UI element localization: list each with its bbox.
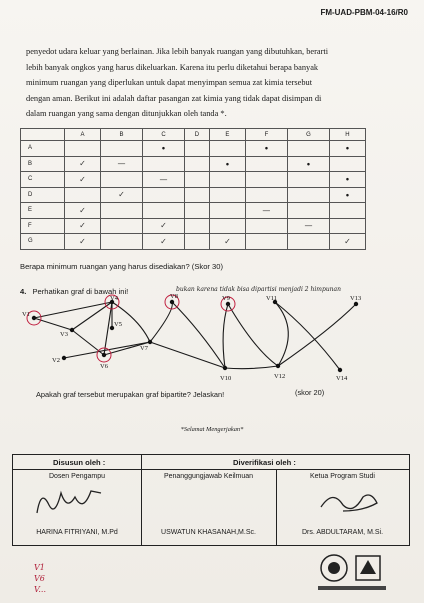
row-header-cell: A [21, 141, 65, 157]
signature-program-head [313, 481, 383, 521]
table-header-cell: A [65, 129, 101, 141]
graph-vertex [338, 368, 342, 372]
table-cell [100, 141, 142, 157]
table-cell [329, 156, 365, 172]
role-program-head: Ketua Program Studi [310, 473, 375, 480]
graph-vertex [62, 356, 66, 360]
table-cell: ✓ [65, 172, 101, 188]
vertex-label: V2 [52, 357, 60, 364]
name-lecturer: HARINA FITRIYANI, M.Pd [36, 529, 118, 536]
table-header-cell: E [209, 129, 245, 141]
table-cell: • [329, 172, 365, 188]
verified-by-label: Diverifikasi oleh : [233, 458, 296, 467]
certification-logo-icon [318, 555, 386, 590]
table-cell [245, 156, 287, 172]
vertex-label: V5 [114, 321, 122, 328]
table-row [21, 187, 366, 203]
question-3: Berapa minimum ruangan yang harus disediakan? (Skor 30) [20, 262, 224, 271]
table-cell [142, 156, 184, 172]
table-header-cell: F [245, 129, 287, 141]
vertex-label: V12 [274, 373, 286, 380]
table-cell: ✓ [329, 234, 365, 250]
table-header-cell: D [185, 129, 210, 141]
table-cell: — [100, 156, 142, 172]
name-scientific-lead: USWATUN KHASANAH,M.Sc. [161, 529, 256, 536]
vertex-label: V9 [222, 295, 230, 302]
prepared-by-label: Disusun oleh : [53, 458, 106, 467]
row-header-cell: B [21, 156, 65, 172]
table-cell: ✓ [142, 218, 184, 234]
table-cell: ✓ [65, 218, 101, 234]
paragraph-line: dalam ruangan yang sama dengan ditunjukkan oleh tanda *. [26, 109, 227, 118]
certification-logos [312, 548, 392, 596]
table-cell [209, 218, 245, 234]
graph-edge [278, 304, 356, 366]
graph-edge [223, 304, 228, 368]
graph-vertex [70, 328, 74, 332]
table-header-cell [21, 129, 65, 141]
table-cell [65, 187, 101, 203]
paragraph-line: lebih banyak ongkos yang harus dikeluarkan. Karena itu perlu diketahui berapa banyak [26, 62, 319, 72]
problem-paragraph [26, 44, 396, 122]
paragraph-line: minimum ruangan yang diperlukan untuk dapat menyimpan semua zat kimia tersebut [26, 78, 313, 87]
vertex-label: V14 [336, 375, 348, 382]
table-cell [100, 218, 142, 234]
table-cell [245, 187, 287, 203]
table-cell [185, 234, 210, 250]
table-cell [329, 203, 365, 219]
closing-message: *Selamat Mengerjakan* [180, 426, 244, 433]
table-cell: — [245, 203, 287, 219]
paragraph-line: penyedot udara keluar yang berlainan. Jika lebih banyak ruangan yang dibutuhkan, berarti [26, 47, 329, 56]
paragraph-line: dengan aman. Berikut ini adalah daftar pasangan zat kimia yang tidak dapat disimpan di [26, 93, 322, 103]
table-cell: ✓ [65, 234, 101, 250]
table-cell [209, 203, 245, 219]
question-4-prompt: Apakah graf tersebut merupakan graf bipartite? Jelaskan! [36, 390, 225, 399]
row-header-cell: G [21, 234, 65, 250]
graph-edge [64, 342, 150, 358]
name-program-head: Drs. ABDULTARAM, M.Si. [301, 529, 384, 536]
table-cell [185, 172, 210, 188]
table-cell [65, 141, 101, 157]
signature-table [12, 454, 410, 546]
row-header-cell: E [21, 203, 65, 219]
table-cell: — [142, 172, 184, 188]
vertex-label: V10 [220, 375, 232, 382]
table-cell [287, 203, 329, 219]
table-cell [287, 234, 329, 250]
graph-edge [150, 342, 225, 368]
table-cell [245, 218, 287, 234]
graph-edge [34, 318, 72, 330]
vertex-label: V13 [350, 295, 362, 302]
question-number: 4. [20, 287, 27, 296]
scribble-line: V1 [34, 563, 45, 572]
table-header-cell: G [287, 129, 329, 141]
table-cell: — [287, 218, 329, 234]
graph-vertex [148, 340, 152, 344]
vertex-label: V6 [100, 363, 108, 370]
table-row [21, 203, 366, 219]
scribble-line: V... [34, 585, 47, 594]
row-header-cell: C [21, 172, 65, 188]
table-cell: ✓ [65, 203, 101, 219]
graph-vertex [102, 353, 106, 357]
graph-edge [228, 304, 278, 366]
vertex-label: V8 [170, 293, 178, 300]
vertex-label: V11 [266, 295, 277, 302]
question-4-score: (skor 20) [295, 388, 325, 397]
question-text: Perhatikan graf di bawah ini! [32, 287, 129, 296]
divider [13, 469, 409, 470]
table-cell [185, 156, 210, 172]
graph-edge [275, 302, 340, 370]
table-cell [100, 172, 142, 188]
table-cell [100, 203, 142, 219]
table-cell [245, 234, 287, 250]
table-cell: • [287, 156, 329, 172]
table-cell: • [245, 141, 287, 157]
table-cell: • [142, 141, 184, 157]
table-cell [287, 141, 329, 157]
table-cell [142, 187, 184, 203]
graph-edge [225, 366, 278, 369]
table-cell [209, 187, 245, 203]
graph-vertex [226, 302, 230, 306]
row-header-cell: D [21, 187, 65, 203]
table-cell [287, 172, 329, 188]
table-cell: ✓ [142, 234, 184, 250]
table-cell: ✓ [100, 187, 142, 203]
table-cell [245, 172, 287, 188]
table-cell [142, 203, 184, 219]
scribble-line: V6 [34, 574, 45, 583]
graph-edge [172, 302, 225, 368]
role-scientific-lead: Penanggungjawab Keilmuan [163, 473, 254, 480]
graph-vertex [32, 316, 36, 320]
table-cell [287, 187, 329, 203]
table-header-cell: H [329, 129, 365, 141]
table-cell [329, 218, 365, 234]
table-header-cell: B [100, 129, 142, 141]
signature-lecturer [31, 483, 111, 523]
handwritten-scribble [34, 562, 46, 595]
graph-figure [0, 290, 424, 385]
table-cell [100, 234, 142, 250]
handwritten-note: bukan karena tidak bisa dipartisi menjadi 2 himpunan [176, 286, 341, 293]
document-code: FM-UAD-PBM-04-16/R0 [320, 8, 408, 17]
graph-vertex [170, 300, 174, 304]
table-cell [185, 203, 210, 219]
table-cell: • [329, 187, 365, 203]
role-lecturer: Dosen Pengampu [48, 473, 106, 480]
vertex-label: V7 [140, 345, 148, 352]
table-row [21, 218, 366, 234]
table-row [21, 234, 366, 250]
table-row [21, 172, 366, 188]
chemical-compatibility-table [20, 128, 366, 250]
table-cell: ✓ [209, 234, 245, 250]
row-header-cell: F [21, 218, 65, 234]
table-cell [185, 187, 210, 203]
vertex-label: V3 [60, 331, 68, 338]
table-cell: • [329, 141, 365, 157]
table-cell: ✓ [65, 156, 101, 172]
table-header-cell: C [142, 129, 184, 141]
table-cell: • [209, 156, 245, 172]
table-cell [209, 141, 245, 157]
table-cell [185, 141, 210, 157]
table-header-row [21, 129, 366, 141]
table-cell [185, 218, 210, 234]
table-row [21, 156, 366, 172]
vertex-label: V4 [110, 295, 118, 302]
table-cell [209, 172, 245, 188]
graph-vertex [223, 366, 227, 370]
graph-vertex [354, 302, 358, 306]
graph-vertex [276, 364, 280, 368]
vertex-label: V1 [22, 311, 30, 318]
table-row [21, 141, 366, 157]
